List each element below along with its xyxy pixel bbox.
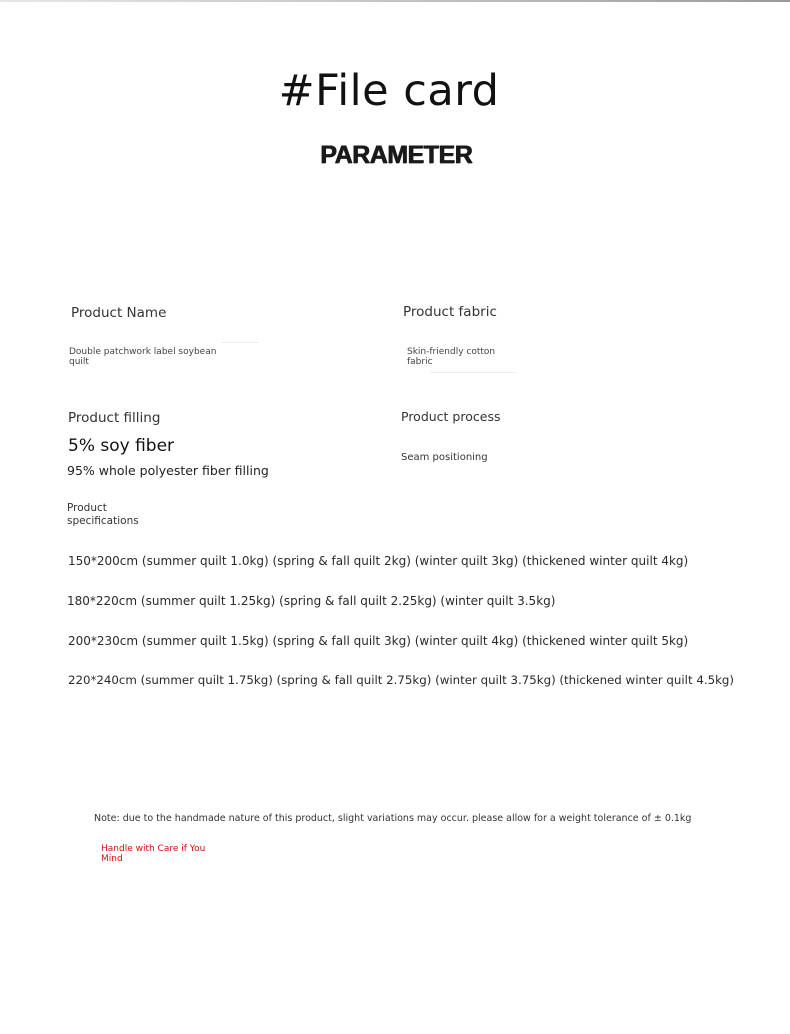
soy-fiber-text: 5% soy fiber <box>68 436 175 456</box>
product-name-value: Double patchwork label soybean quilt <box>69 347 217 367</box>
spec-row: 150*200cm (summer quilt 1.0kg) (spring & fall quilt 2kg) (winter quilt 3kg) (thickened winter quilt 4kg) <box>68 554 689 568</box>
product-fabric-value: Skin-friendly cotton fabric <box>407 347 496 367</box>
product-process-label: Product process <box>401 409 501 424</box>
product-filling-label: Product filling <box>68 410 161 426</box>
spec-row: 200*230cm (summer quilt 1.5kg) (spring & fall quilt 3kg) (winter quilt 4kg) (thickened winter quilt 5kg) <box>68 634 689 648</box>
product-process-value: Seam positioning <box>401 452 488 463</box>
tolerance-note: Note: due to the handmade nature of this product, slight variations may occur. please allow for a weight tolerance of ± 0.1kg <box>94 813 692 824</box>
product-name-label: Product Name <box>71 305 167 321</box>
top-divider <box>0 0 790 2</box>
decorative-line <box>220 342 260 343</box>
decorative-line <box>430 372 515 373</box>
care-warning: Handle with Care if You Mind <box>101 844 206 864</box>
spec-row: 180*220cm (summer quilt 1.25kg) (spring & fall quilt 2.25kg) (winter quilt 3.5kg) <box>67 594 556 608</box>
page-subtitle: PARAMETER <box>320 141 472 169</box>
specifications-label: Product specifications <box>67 502 139 527</box>
page-title: #File card <box>278 66 500 116</box>
polyester-fiber-text: 95% whole polyester fiber filling <box>67 463 269 478</box>
spec-row: 220*240cm (summer quilt 1.75kg) (spring & fall quilt 2.75kg) (winter quilt 3.75kg) (thickened winter quilt 4.5kg) <box>68 673 735 687</box>
product-fabric-label: Product fabric <box>403 304 497 320</box>
